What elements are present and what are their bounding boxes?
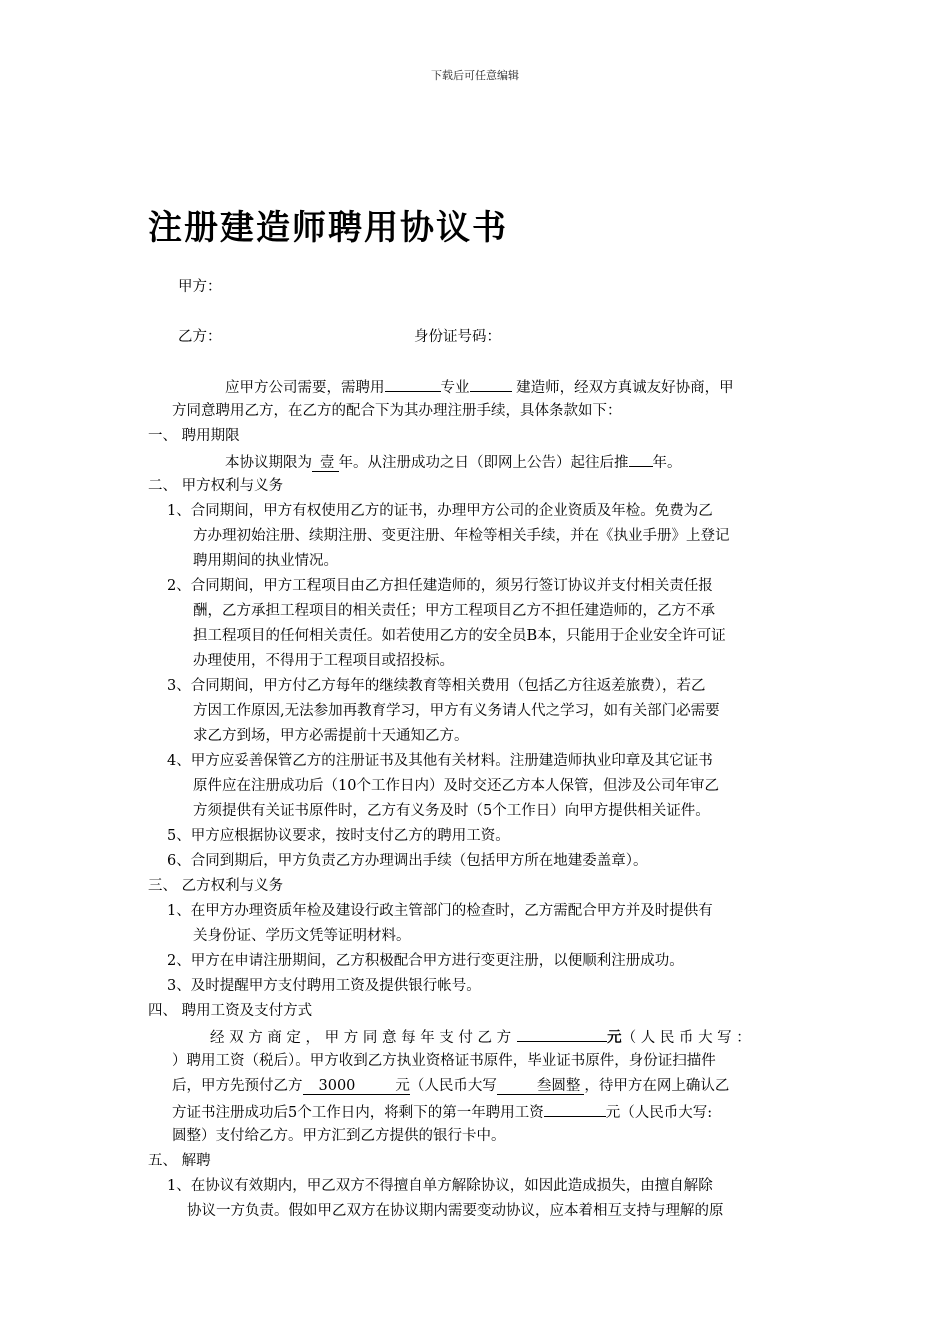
page-title: 注册建造师聘用协议书 <box>148 208 508 248</box>
s3-item-1-line-2: 关身份证、学历文凭等证明材料。 <box>193 928 411 944</box>
annual-salary-blank <box>517 1026 607 1042</box>
s4-line-1: 经 双 方 商 定 ， 甲 方 同 意 每 年 支 付 乙 方 元（ 人 民 币 大 写 ： <box>210 1026 751 1048</box>
s3-item-1-line-1: 1、在甲方办理资质年检及建设行政主管部门的检查时，乙方需配合甲方并及时提供有 <box>167 903 713 919</box>
grade-blank <box>470 376 512 392</box>
s5-item-1-line-2: 协议一方负责。假如甲乙双方在协议期内需要变动协议，应本着相互支持与理解的原 <box>187 1203 724 1219</box>
s2-item-2-line-4: 办理使用，不得用于工程项目或招投标。 <box>193 653 454 669</box>
header-note: 下载后可任意编辑 <box>431 69 519 82</box>
s2-item-3-line-1: 3、合同期间，甲方付乙方每年的继续教育等相关费用（包括乙方往返差旅费），若乙 <box>167 678 706 694</box>
section-1-heading: 一、 聘用期限 <box>148 428 240 444</box>
s2-item-4-line-2: 原件应在注册成功后（10个工作日内）及时交还乙方本人保管，但涉及公司年审乙 <box>193 778 719 794</box>
section-4-heading: 四、 聘用工资及支付方式 <box>148 1003 313 1019</box>
s4-line-4: 方证书注册成功后5个工作日内，将剩下的第一年聘用工资 元（人民币大写: <box>172 1101 712 1123</box>
party-b-label: 乙方： <box>178 329 222 345</box>
s4-line-2: ）聘用工资（税后）。甲方收到乙方执业资格证书原件，毕业证书原件，身份证扫描件 <box>172 1053 716 1069</box>
s2-item-4-line-3: 方须提供有关证书原件时，乙方有义务及时（5个工作日）向甲方提供相关证件。 <box>193 803 710 819</box>
s2-item-1-line-3: 聘用期间的执业情况。 <box>193 553 338 569</box>
section-1-text: 本协议期限为 壹 年。从注册成功之日（即网上公告）起往后推 年。 <box>225 451 682 473</box>
intro-line-2: 方同意聘用乙方，在乙方的配合下为其办理注册手续，具体条款如下： <box>172 403 622 419</box>
s2-item-1-line-1: 1、合同期间，甲方有权使用乙方的证书，办理甲方公司的企业资质及年检。免费为乙 <box>167 503 713 519</box>
remaining-salary-blank <box>544 1101 606 1117</box>
s2-item-2-line-1: 2、合同期间，甲方工程项目由乙方担任建造师的，须另行签订协议并支付相关责任报 <box>167 578 713 594</box>
s4-line-3: 后，甲方先预付乙方 3000 元（人民币大写 叁圆整 ，待甲方在网上确认乙 <box>172 1078 730 1094</box>
section-5-heading: 五、 解聘 <box>148 1153 211 1169</box>
s2-item-5: 5、甲方应根据协议要求，按时支付乙方的聘用工资。 <box>167 828 510 844</box>
section-2-heading: 二、 甲方权利与义务 <box>148 478 284 494</box>
extension-years-blank <box>629 451 653 467</box>
s2-item-3-line-3: 求乙方到场，甲方必需提前十天通知乙方。 <box>193 728 469 744</box>
s4-line-5: 圆整）支付给乙方。甲方汇到乙方提供的银行卡中。 <box>172 1128 506 1144</box>
s2-item-6: 6、合同到期后，甲方负责乙方办理调出手续（包括甲方所在地建委盖章）。 <box>167 853 648 869</box>
id-number-label: 身份证号码： <box>414 329 501 345</box>
s2-item-2-line-2: 酬，乙方承担工程项目的相关责任；甲方工程项目乙方不担任建造师的，乙方不承 <box>193 603 715 619</box>
s2-item-2-line-3: 担工程项目的任何相关责任。如若使用乙方的安全员B本，只能用于企业安全许可证 <box>193 628 726 644</box>
specialty-blank <box>385 376 441 392</box>
s3-item-2: 2、甲方在申请注册期间，乙方积极配合甲方进行变更注册，以便顺利注册成功。 <box>167 953 684 969</box>
intro-line-1: 应甲方公司需要，需聘用 专业 建造师，经双方真诚友好协商，甲 <box>225 376 734 398</box>
party-a-label: 甲方： <box>178 279 222 295</box>
section-3-heading: 三、 乙方权利与义务 <box>148 878 284 894</box>
s2-item-4-line-1: 4、甲方应妥善保管乙方的注册证书及其他有关材料。注册建造师执业印章及其它证书 <box>167 753 713 769</box>
s5-item-1-line-1: 1、在协议有效期内，甲乙双方不得擅自单方解除协议，如因此造成损失，由擅自解除 <box>167 1178 713 1194</box>
s3-item-3: 3、及时提醒甲方支付聘用工资及提供银行帐号。 <box>167 978 481 994</box>
s2-item-1-line-2: 方办理初始注册、续期注册、变更注册、年检等相关手续，并在《执业手册》上登记 <box>193 528 730 544</box>
s2-item-3-line-2: 方因工作原因,无法参加再教育学习，甲方有义务请人代之学习，如有关部门必需要 <box>193 703 720 719</box>
